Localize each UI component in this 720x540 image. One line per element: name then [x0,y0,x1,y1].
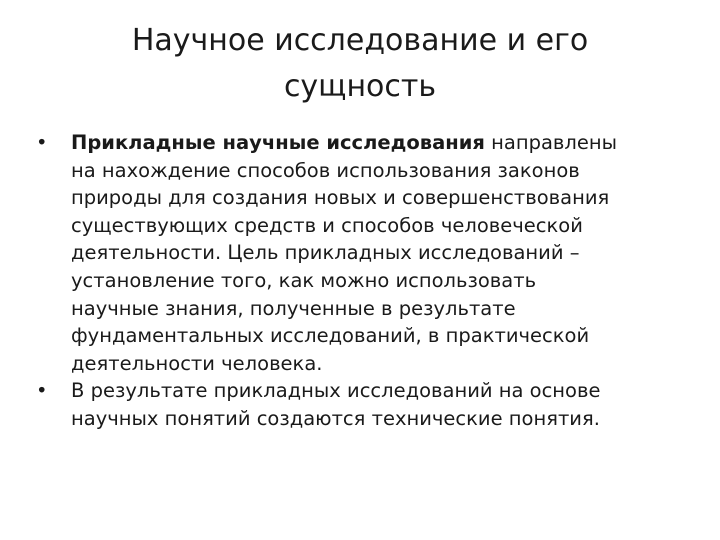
bullet-line: научные знания, полученные в результате [71,296,516,320]
bullet-item [36,129,696,377]
bullet-bold-lead: Прикладные научные исследования [71,131,485,154]
bullet-line-text: направлены [484,131,618,154]
bullet-line: деятельности. Цель прикладных исследований – [71,241,580,265]
bullet-line: существующих средств и способов человеческой [71,213,583,237]
slide-title-line: сущность [283,69,437,104]
bullet-marker: • [36,131,48,154]
bullet-item [36,377,696,432]
bullet-line: природы для создания новых и совершенствования [71,186,610,210]
bullet-line [71,129,696,157]
bullet-line: на нахождение способов использования законов [71,158,580,182]
bullet-line: фундаментальных исследований, в практической [71,324,590,348]
bullet-line: установление того, как можно использовать [71,268,537,292]
bullet-line: деятельности человека. [71,351,323,375]
slide-title [60,18,660,110]
bullet-list [36,129,696,433]
bullet-line: В результате прикладных исследований на основе [71,379,601,403]
slide-title-line: Научное исследование и его [131,23,589,58]
bullet-marker: • [36,379,48,403]
bullet-line: научных понятий создаются технические понятия. [71,406,600,430]
